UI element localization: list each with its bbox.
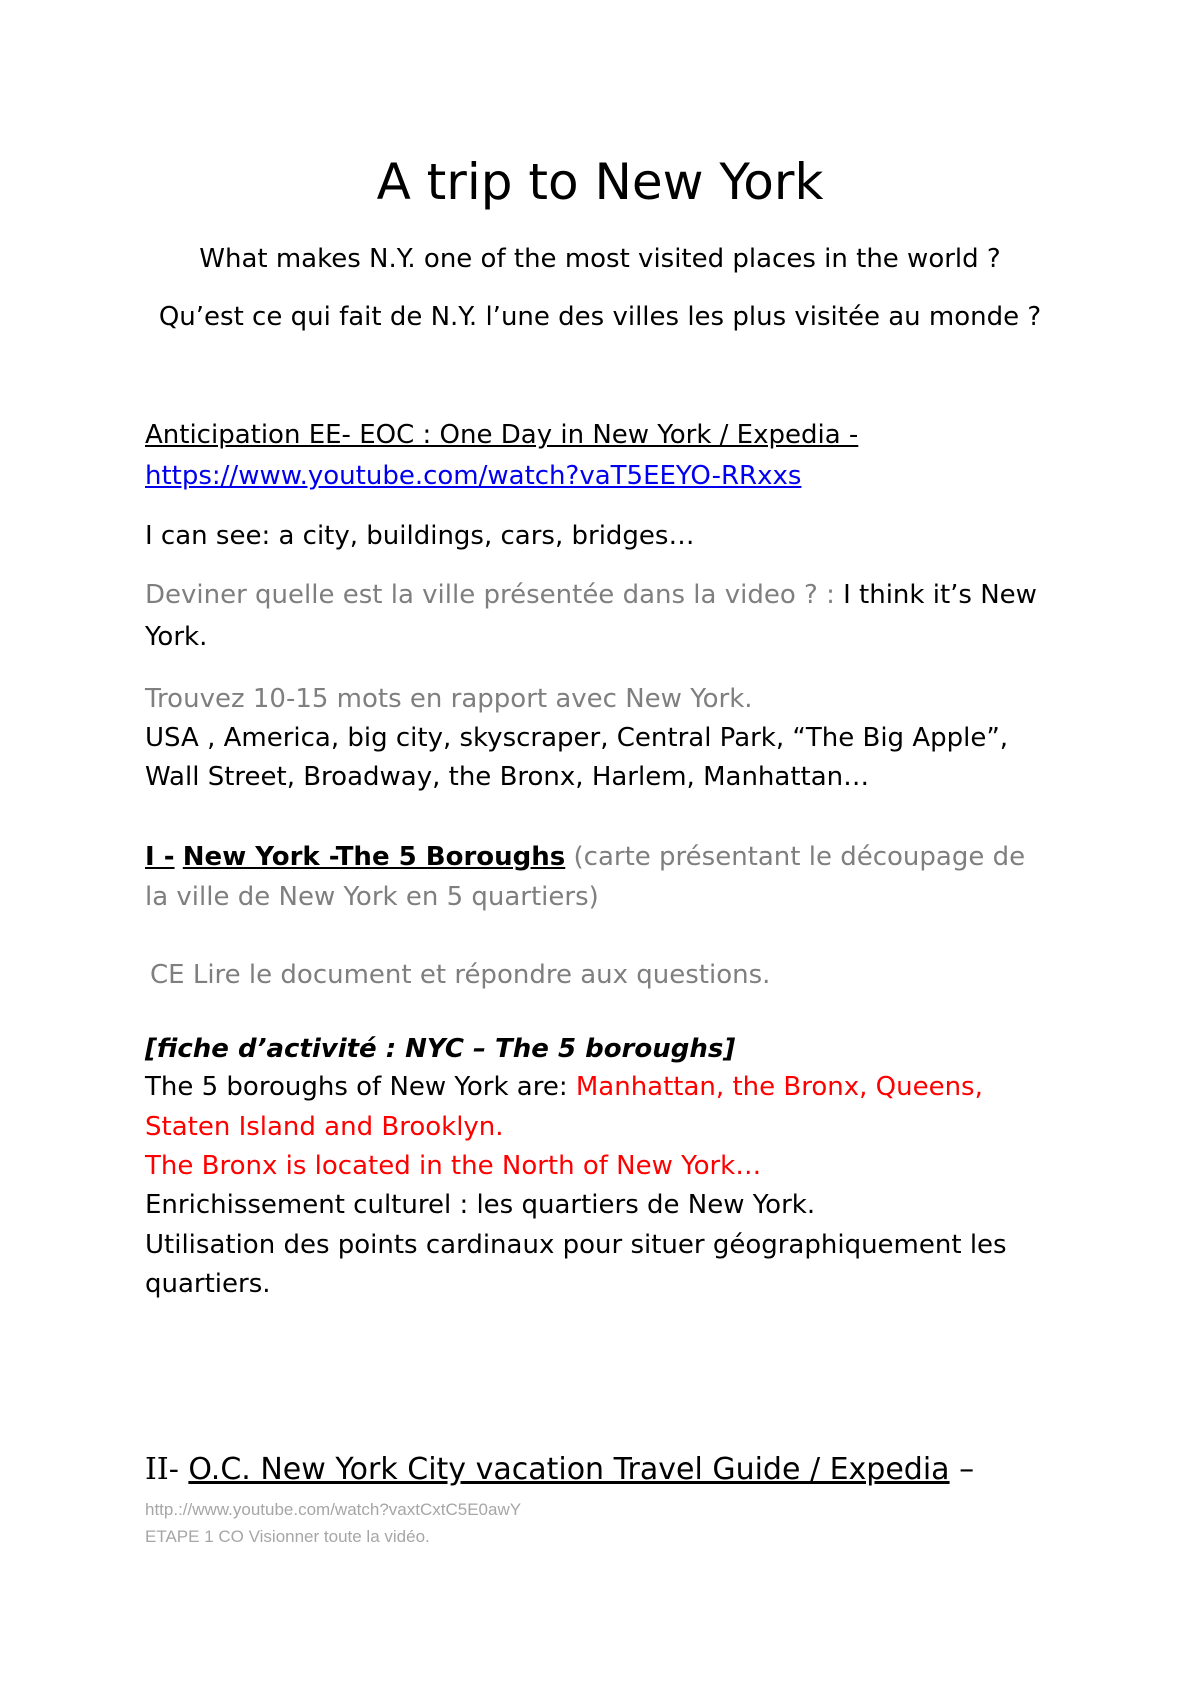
words-list-line-1: USA , America, big city, skyscraper, Central Park, “The Big Apple”, xyxy=(145,723,1009,753)
words-list-line-2: Wall Street, Broadway, the Bronx, Harlem, Manhattan… xyxy=(145,762,870,792)
section-2-number: II- xyxy=(145,1452,179,1487)
section-2-step-1: ETAPE 1 CO Visionner toute la vidéo. xyxy=(145,1527,430,1546)
anticipation-heading: Anticipation EE- EOC : One Day in New York / Expedia - xyxy=(145,420,859,450)
section-2-video-link[interactable]: http.://www.youtube.com/watch?vaxtCxtC5E0awY xyxy=(145,1500,522,1519)
guess-answer: I think it’s New xyxy=(843,580,1037,610)
boroughs-answer: Manhattan, the Bronx, Queens, xyxy=(575,1072,983,1102)
cardinal-points-line-1: Utilisation des points cardinaux pour situer géographiquement les xyxy=(145,1230,1007,1260)
words-prompt: Trouvez 10-15 mots en rapport avec New York. xyxy=(145,684,753,714)
section-2-dash: – xyxy=(959,1452,975,1487)
guess-line xyxy=(145,580,1037,611)
i-can-see-line: I can see: a city, buildings, cars, bridges… xyxy=(145,521,695,551)
boroughs-answer-continued: Staten Island and Brooklyn. xyxy=(145,1112,504,1142)
anticipation-video-link[interactable]: https://www.youtube.com/watch?vaT5EEYO-RRxxs xyxy=(145,461,802,491)
section-1-heading xyxy=(145,842,1025,873)
guess-prompt: Deviner quelle est la ville présentée dans la video ? : xyxy=(145,580,835,610)
page-title: A trip to New York xyxy=(376,153,824,211)
section-1-number: I - xyxy=(145,842,175,872)
cardinal-points-line-2: quartiers. xyxy=(145,1269,271,1299)
question-french: Qu’est ce qui fait de N.Y. l’une des villes les plus visitée au monde ? xyxy=(158,302,1042,332)
boroughs-intro: The 5 boroughs of New York are: xyxy=(145,1072,568,1102)
section-2-heading xyxy=(145,1452,974,1488)
question-english: What makes N.Y. one of the most visited places in the world ? xyxy=(199,244,1001,274)
guess-answer-continued: York. xyxy=(145,622,208,652)
section-1-title: New York -The 5 Boroughs xyxy=(182,842,566,872)
section-2-title: O.C. New York City vacation Travel Guide / Expedia xyxy=(188,1452,950,1487)
bronx-answer: The Bronx is located in the North of New York… xyxy=(145,1151,762,1181)
boroughs-line xyxy=(145,1072,983,1103)
activity-sheet-title: [fiche d’activité : NYC – The 5 boroughs] xyxy=(145,1034,736,1064)
section-1-description: (carte présentant le découpage de xyxy=(573,842,1026,872)
ce-instruction: CE Lire le document et répondre aux questions. xyxy=(150,960,771,990)
cultural-enrichment: Enrichissement culturel : les quartiers de New York. xyxy=(145,1190,816,1220)
section-1-description-continued: la ville de New York en 5 quartiers) xyxy=(145,882,599,912)
